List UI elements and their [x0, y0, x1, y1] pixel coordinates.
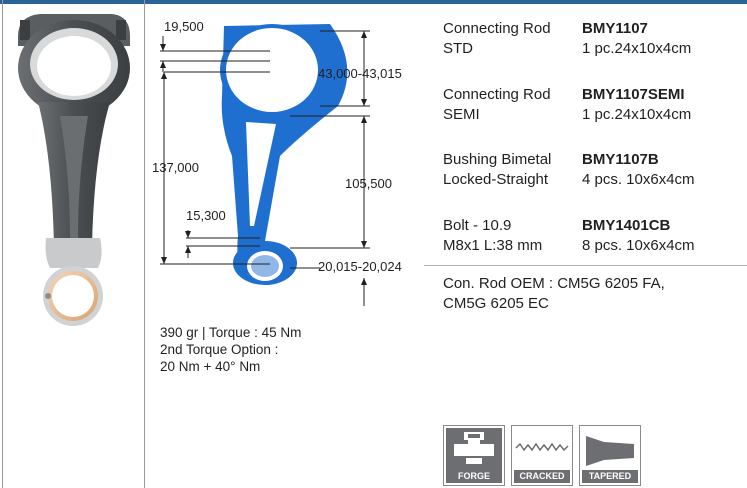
product-variant: Locked-Straight — [443, 171, 549, 188]
forge-icon — [446, 428, 502, 470]
product-variant: M8x1 L:38 mm — [443, 237, 543, 254]
dim-overall-length: 137,000 — [152, 160, 199, 175]
spec-weight-torque: 390 gr | Torque : 45 Nm — [160, 325, 302, 340]
spec-second-torque: 2nd Torque Option : — [160, 342, 279, 357]
product-variant: STD — [443, 40, 473, 57]
product-variant: SEMI — [443, 106, 480, 123]
oem-reference-line2: CM5G 6205 EC — [443, 295, 549, 312]
product-pack: 8 pcs. 10x6x4cm — [582, 237, 695, 254]
product-pack: 1 pc.24x10x4cm — [582, 40, 692, 57]
product-code: BMY1107 — [582, 20, 648, 37]
product-name: Bolt - 10.9 — [443, 217, 512, 234]
section-divider — [424, 265, 747, 266]
product-name: Connecting Rod — [443, 86, 551, 103]
tapered-icon — [582, 428, 638, 470]
badge-label: FORGE — [446, 470, 502, 483]
product-pack: 1 pc.24x10x4cm — [582, 106, 692, 123]
connecting-rod-photo — [0, 6, 147, 336]
badge-label: CRACKED — [514, 470, 570, 483]
product-pack: 4 pcs. 10x6x4cm — [582, 171, 695, 188]
forge-badge — [443, 425, 505, 486]
cracked-badge — [511, 425, 573, 486]
product-code: BMY1107SEMI — [582, 86, 685, 103]
cracked-icon — [514, 428, 570, 470]
top-accent-line — [0, 0, 747, 4]
product-code: BMY1401CB — [582, 217, 671, 234]
oem-reference-line1: Con. Rod OEM : CM5G 6205 FA, — [443, 275, 665, 292]
product-code: BMY1107B — [582, 151, 659, 168]
tapered-badge — [579, 425, 641, 486]
badge-label: TAPERED — [582, 470, 638, 483]
product-name: Bushing Bimetal — [443, 151, 552, 168]
spec-second-torque-value: 20 Nm + 40° Nm — [160, 359, 261, 374]
dim-center-distance: 105,500 — [345, 176, 392, 191]
dim-small-bore: 20,015-20,024 — [318, 259, 402, 274]
dim-big-bore: 43,000-43,015 — [318, 66, 402, 81]
product-name: Connecting Rod — [443, 20, 551, 37]
dim-small-offset: 19,500 — [164, 19, 204, 34]
dim-small-offset-2: 15,300 — [186, 208, 226, 223]
